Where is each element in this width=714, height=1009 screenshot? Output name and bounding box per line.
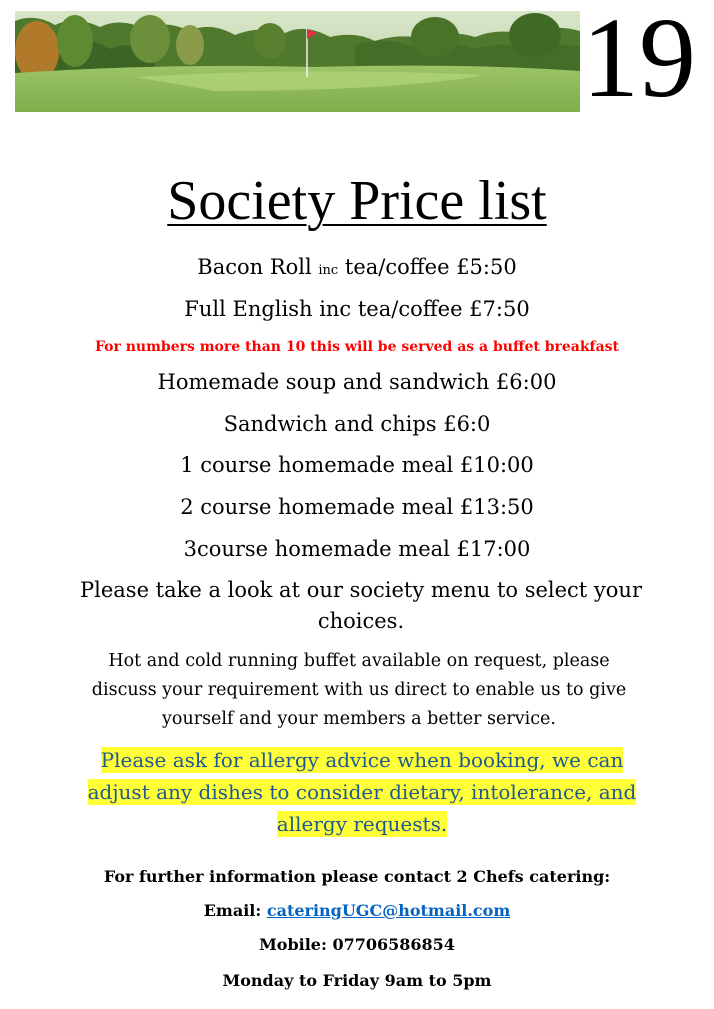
menu-item-sandwich-chips: Sandwich and chips £6:0 bbox=[223, 412, 491, 436]
contact-hours: Monday to Friday 9am to 5pm bbox=[222, 971, 492, 990]
contact-intro: For further information please contact 2 Chefs catering: bbox=[103, 867, 611, 886]
contact-email bbox=[0, 900, 714, 922]
menu-item-bacon-roll: Bacon Roll inc tea/coffee £5:50 bbox=[197, 255, 517, 279]
page-number: 19 bbox=[582, 0, 696, 121]
menu-item-soup-sandwich: Homemade soup and sandwich £6:00 bbox=[157, 370, 557, 394]
buffet-info: Hot and cold running buffet available on request, please discuss your requirement with us direct to enable us to give yourself and your members a better service. bbox=[91, 651, 627, 729]
society-menu-note: Please take a look at our society menu to select your choices. bbox=[80, 578, 642, 633]
menu-item-one-course: 1 course homemade meal £10:00 bbox=[180, 453, 534, 477]
menu-item-full-english: Full English inc tea/coffee £7:50 bbox=[184, 297, 530, 321]
menu-item-three-course: 3course homemade meal £17:00 bbox=[183, 537, 531, 561]
contact-mobile: Mobile: 07706586854 bbox=[259, 935, 455, 954]
email-label: Email: bbox=[203, 901, 267, 920]
allergy-advice: Please ask for allergy advice when booking, we can adjust any dishes to consider dietary, intolerance, and allergy requests. bbox=[87, 748, 637, 836]
email-link[interactable]: cateringUGC@hotmail.com bbox=[266, 901, 511, 920]
buffet-breakfast-note: For numbers more than 10 this will be served as a buffet breakfast bbox=[94, 339, 619, 355]
golf-course-banner-image bbox=[15, 11, 580, 112]
menu-item-two-course: 2 course homemade meal £13:50 bbox=[180, 495, 534, 519]
page-title: Society Price list bbox=[167, 170, 547, 232]
